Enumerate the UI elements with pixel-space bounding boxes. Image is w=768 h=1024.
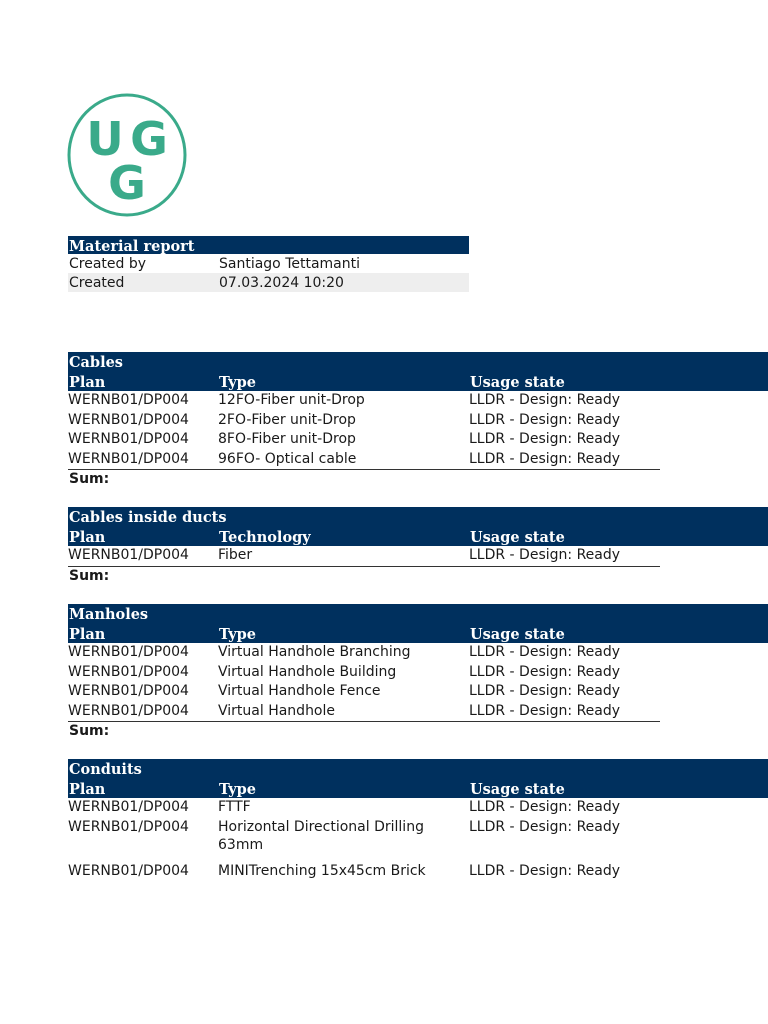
- column-header-type: Type: [219, 781, 256, 798]
- section-title: Cables: [69, 354, 123, 371]
- table-row: [68, 862, 768, 882]
- column-header-usage-state: Usage state: [470, 626, 565, 643]
- cell-usage-state: LLDR - Design: Ready: [469, 392, 621, 408]
- column-header-technology: Technology: [219, 529, 311, 546]
- cell-usage-state: LLDR - Design: Ready: [469, 411, 621, 428]
- cell-type: Virtual Handhole Fence: [218, 683, 381, 699]
- report-label: Created by: [69, 256, 147, 272]
- cell-usage-state: LLDR - Design: Ready: [469, 644, 621, 660]
- table-row: [68, 702, 660, 722]
- column-header-plan: Plan: [69, 529, 106, 546]
- cell-type: Horizontal Directional Drilling 63mm: [218, 819, 424, 853]
- cell-plan: WERNB01/DP004: [68, 799, 189, 815]
- section-header: [68, 507, 768, 546]
- cell-plan: WERNB01/DP004: [68, 450, 189, 467]
- cell-usage-state: LLDR - Design: Ready: [469, 819, 621, 835]
- report-row-created-by: [68, 254, 469, 273]
- section-title: Manholes: [69, 606, 149, 623]
- table-row: [68, 391, 660, 411]
- cell-plan: WERNB01/DP004: [68, 644, 189, 660]
- column-header-usage-state: Usage state: [470, 529, 565, 546]
- table-row: [68, 411, 660, 431]
- cell-usage-state: LLDR - Design: Ready: [469, 863, 621, 879]
- table-row: [68, 682, 660, 702]
- svg-text:U: U: [86, 112, 124, 166]
- report-row-created: [68, 273, 469, 292]
- section-header: [68, 352, 768, 391]
- cell-usage-state: LLDR - Design: Ready: [469, 702, 621, 719]
- report-value: 07.03.2024 10:20: [219, 275, 344, 291]
- section-title: Conduits: [69, 761, 142, 778]
- column-header-usage-state: Usage state: [470, 781, 565, 798]
- column-header-plan: Plan: [69, 626, 106, 643]
- section-title: Cables inside ducts: [69, 509, 227, 526]
- table-row: [68, 798, 768, 818]
- cell-type: 12FO-Fiber unit-Drop: [218, 392, 365, 408]
- cell-technology: Fiber: [218, 547, 253, 563]
- cell-usage-state: LLDR - Design: Ready: [469, 431, 621, 447]
- cell-plan: WERNB01/DP004: [68, 702, 189, 719]
- cell-usage-state: LLDR - Design: Ready: [469, 547, 621, 563]
- section-conduits: [68, 759, 768, 882]
- cell-type: 2FO-Fiber unit-Drop: [218, 411, 356, 428]
- cell-plan: WERNB01/DP004: [68, 683, 189, 699]
- section-cables-inside-ducts: [68, 507, 768, 586]
- column-header-type: Type: [219, 374, 256, 391]
- cell-type: 8FO-Fiber unit-Drop: [218, 431, 356, 447]
- cell-plan: WERNB01/DP004: [68, 431, 189, 447]
- table-row: [68, 643, 660, 663]
- table-row: [68, 430, 660, 450]
- cell-type: Virtual Handhole Branching: [218, 644, 411, 660]
- cell-plan: WERNB01/DP004: [68, 863, 189, 879]
- table-row: [68, 546, 660, 566]
- column-header-plan: Plan: [69, 781, 106, 798]
- report-label: Created: [69, 275, 125, 291]
- cell-usage-state: LLDR - Design: Ready: [469, 450, 621, 467]
- section-header: [68, 604, 768, 643]
- report-info-table: [68, 236, 469, 292]
- section-manholes: [68, 604, 768, 741]
- cell-usage-state: LLDR - Design: Ready: [469, 683, 621, 699]
- cell-plan: WERNB01/DP004: [68, 392, 189, 408]
- cell-type: Virtual Handhole Building: [218, 663, 397, 680]
- cell-type: 96FO- Optical cable: [218, 450, 357, 467]
- sum-label: Sum:: [69, 471, 110, 487]
- cell-plan: WERNB01/DP004: [68, 411, 189, 428]
- company-logo: [67, 93, 187, 217]
- sum-label: Sum:: [69, 567, 110, 584]
- svg-text:G: G: [108, 156, 146, 210]
- cell-plan: WERNB01/DP004: [68, 547, 189, 563]
- table-row: [68, 818, 768, 862]
- cell-type: FTTF: [218, 799, 251, 815]
- cell-type: Virtual Handhole: [218, 702, 336, 719]
- section-header: [68, 759, 768, 798]
- cell-usage-state: LLDR - Design: Ready: [469, 663, 621, 680]
- svg-text:G: G: [130, 112, 168, 166]
- report-value: Santiago Tettamanti: [219, 256, 361, 272]
- table-row: [68, 663, 660, 683]
- section-cables: [68, 352, 768, 489]
- column-header-plan: Plan: [69, 374, 106, 391]
- sum-label: Sum:: [69, 723, 110, 739]
- column-header-usage-state: Usage state: [470, 374, 565, 391]
- cell-type: MINITrenching 15x45cm Brick: [218, 863, 426, 879]
- table-row: [68, 450, 660, 470]
- column-header-type: Type: [219, 626, 256, 643]
- cell-plan: WERNB01/DP004: [68, 819, 189, 835]
- cell-plan: WERNB01/DP004: [68, 663, 189, 680]
- cell-usage-state: LLDR - Design: Ready: [469, 799, 621, 815]
- report-title: Material report: [68, 236, 469, 254]
